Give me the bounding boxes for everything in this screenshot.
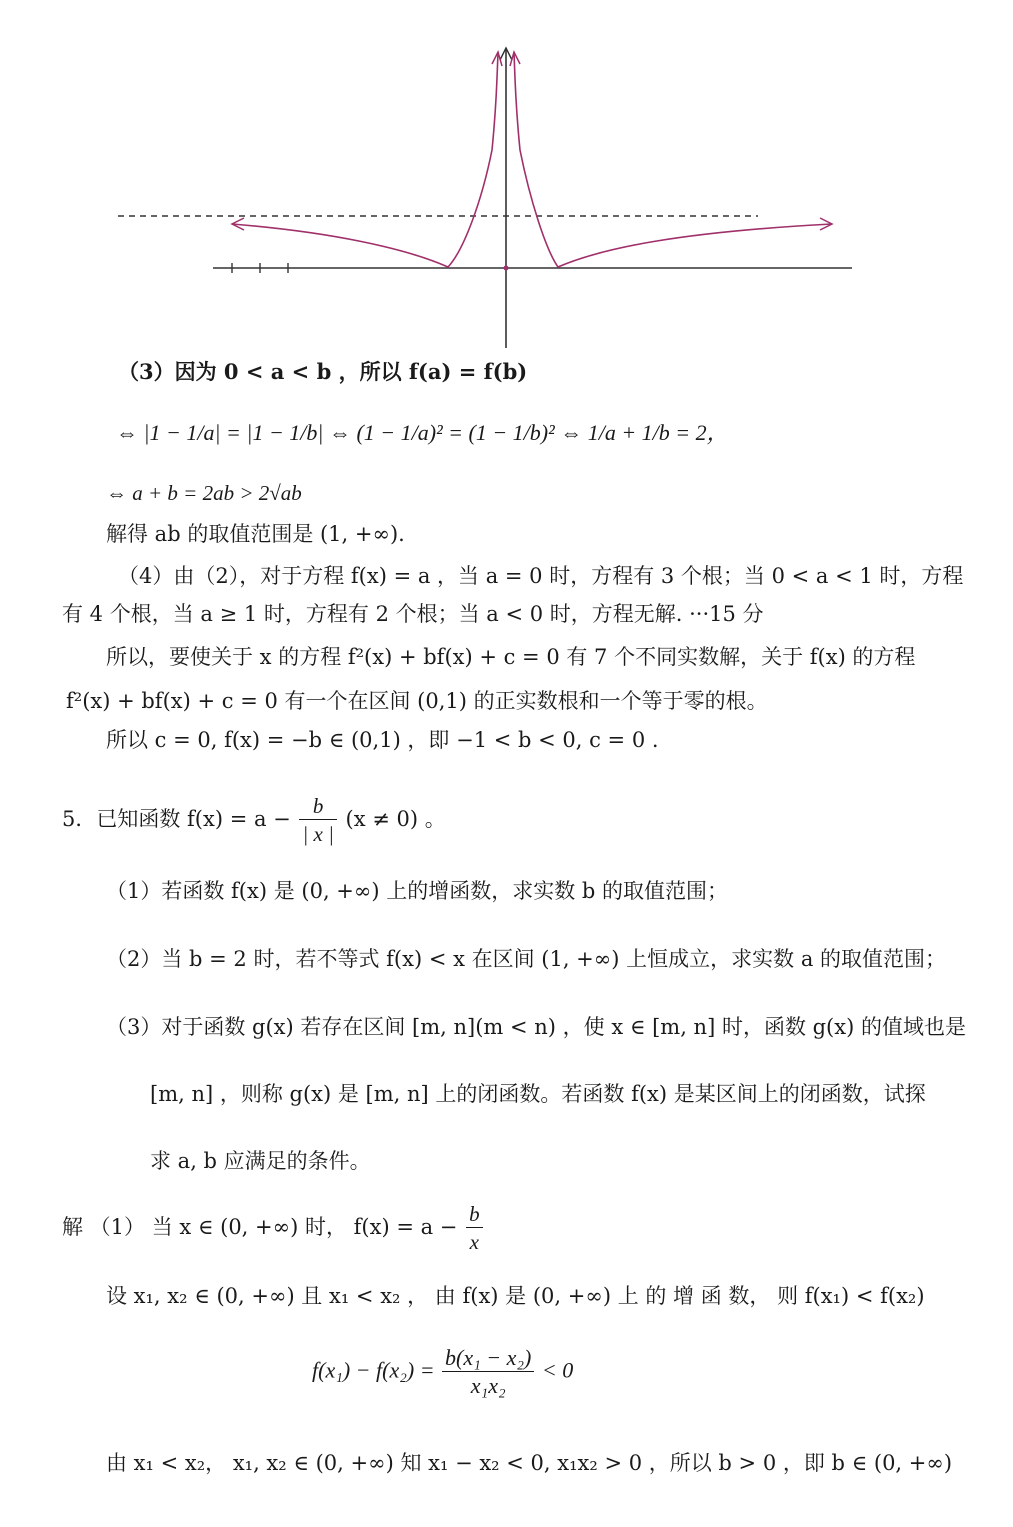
part4-line5: 所以 c = 0, f(x) = −b ∈ (0,1) ，即 −1 < b < 0, c = 0 . bbox=[106, 728, 659, 752]
solution-line2: 设 x₁, x₂ ∈ (0, +∞) 且 x₁ < x₂ ， 由 f(x) 是 (0, +∞) 上 的 增 函 数， 则 f(x₁) < f(x₂) bbox=[106, 1284, 925, 1308]
solution-formula bbox=[312, 1345, 573, 1400]
solution-line1 bbox=[62, 1196, 485, 1258]
solution-formula-prefix: f(x₁) − f(x₂) = bbox=[312, 1357, 435, 1383]
problem5-stem-suffix: (x ≠ 0) 。 bbox=[345, 807, 446, 831]
solution-formula-den: x₁x₂ bbox=[470, 1373, 506, 1398]
problem5-stem-frac-den: | x | bbox=[302, 822, 334, 846]
solution-formula-fraction bbox=[442, 1345, 534, 1400]
problem5-q3-line2: [m, n] ，则称 g(x) 是 [m, n] 上的闭函数。若函数 f(x) 是某区间上的闭函数，试探 bbox=[150, 1082, 926, 1106]
solution-line1-frac-num: b bbox=[466, 1201, 483, 1228]
part4-line3: 所以，要使关于 x 的方程 f²(x) + bf(x) + c = 0 有 7 个不同实数解，关于 f(x) 的方程 bbox=[106, 645, 916, 669]
part3-result: 解得 ab 的取值范围是 (1, +∞). bbox=[106, 522, 405, 546]
part4-line1: （4）由（2），对于方程 f(x) = a ，当 a = 0 时，方程有 3 个根；当 0 < a < 1 时，方程 bbox=[118, 564, 964, 588]
problem5-stem bbox=[62, 788, 446, 850]
function-graph bbox=[0, 0, 1013, 360]
problem5-stem-fraction bbox=[299, 793, 336, 848]
solution-line3: 由 x₁ < x₂， x₁, x₂ ∈ (0, +∞) 知 x₁ − x₂ < 0, x₁x₂ > 0 ，所以 b > 0 ，即 b ∈ (0, +∞) bbox=[106, 1451, 953, 1475]
part4-line4: f²(x) + bf(x) + c = 0 有一个在区间 (0,1) 的正实数根和一个等于零的根。 bbox=[66, 689, 768, 713]
problem5-stem-frac-num: b bbox=[299, 793, 336, 820]
solution-line1-fraction bbox=[466, 1201, 483, 1256]
problem5-q2: （2）当 b = 2 时，若不等式 f(x) < x 在区间 (1, +∞) 上恒成立，求实数 a 的取值范围； bbox=[106, 947, 947, 971]
problem5-q3-line3: 求 a, b 应满足的条件。 bbox=[150, 1149, 371, 1173]
curve-left-branch bbox=[232, 52, 498, 267]
part3-step2: ⇔ a + b = 2ab > 2√ab bbox=[106, 481, 302, 505]
part3-step1: ⇔ |1 − 1/a| = |1 − 1/b| ⇔ (1 − 1/a)² = (1 − 1/b)² ⇔ 1/a + 1/b = 2， bbox=[116, 420, 729, 445]
problem5-q1: （1）若函数 f(x) 是 (0, +∞) 上的增函数，求实数 b 的取值范围； bbox=[106, 879, 729, 903]
solution-formula-suffix: < 0 bbox=[541, 1357, 574, 1383]
curve-right-branch bbox=[514, 52, 832, 267]
problem5-stem-prefix: 5．已知函数 f(x) = a − bbox=[62, 807, 291, 831]
solution-line1-prefix: 解 （1） 当 x ∈ (0, +∞) 时， f(x) = a − bbox=[62, 1215, 458, 1239]
part3-heading: （3）因为 0 < a < b ，所以 f(a) = f(b) bbox=[118, 359, 528, 384]
origin-point bbox=[504, 266, 509, 271]
part4-line2: 有 4 个根，当 a ≥ 1 时，方程有 2 个根；当 a < 0 时，方程无解. ···15 分 bbox=[62, 602, 764, 626]
problem5-q3-line1: （3）对于函数 g(x) 若存在区间 [m, n](m < n) ，使 x ∈ [m, n] 时，函数 g(x) 的值域也是 bbox=[106, 1015, 966, 1039]
solution-line1-frac-den: x bbox=[469, 1230, 479, 1254]
solution-formula-num: b(x₁ − x₂) bbox=[442, 1345, 534, 1372]
